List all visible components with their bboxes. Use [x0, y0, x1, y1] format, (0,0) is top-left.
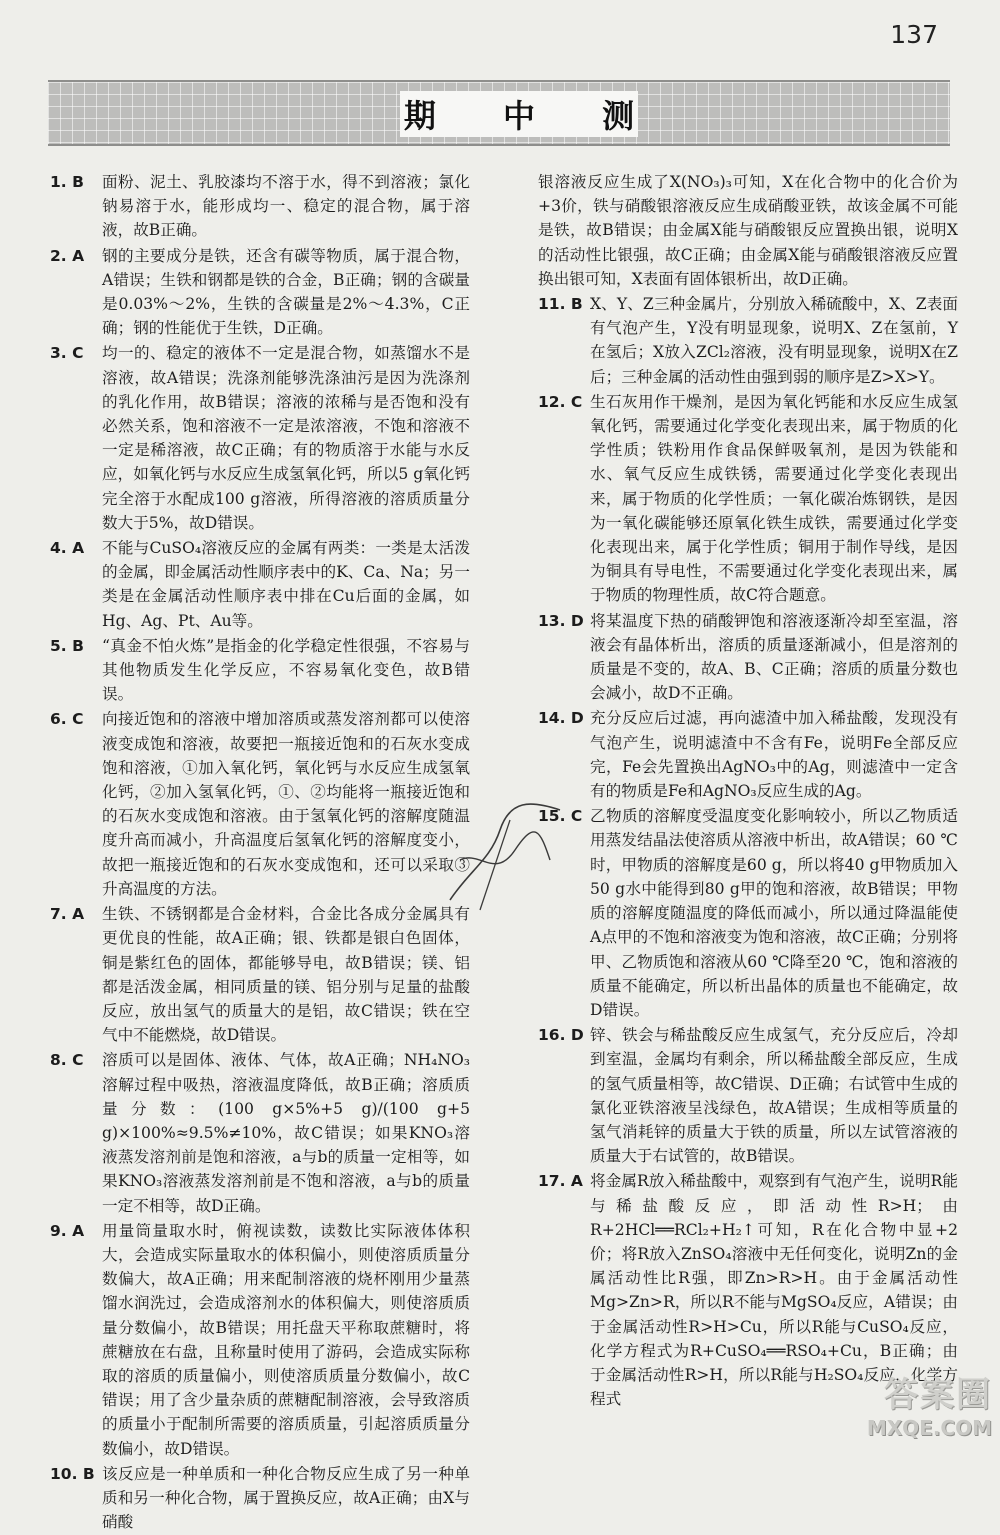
answer-item — [50, 902, 470, 1047]
answer-text: 将某温度下热的硝酸钾饱和溶液逐渐冷却至室温，溶液会有晶体析出，溶质的质量逐渐减小，但是溶剂的质量是不变的，故A、B、C正确；溶质的质量分数也会减小，故D不正确。 — [590, 611, 958, 703]
page-number: 137 — [890, 20, 938, 49]
question-number: 17. A — [538, 1172, 583, 1191]
answer-item — [538, 804, 958, 1022]
answer-text: 锌、铁会与稀盐酸反应生成氢气，充分反应后，冷却到室温，金属均有剩余，所以稀盐酸全部反应，生成的氢气质量相等，故C错误、D正确；右试管中生成的氯化亚铁溶液呈浅绿色，故A错误；生成相等质量的氢气消耗锌的质量大于铁的质量，所以左试管溶液的质量大于右试管的，故B错误。 — [590, 1026, 958, 1166]
answer-item — [538, 609, 958, 706]
question-number: 3. C — [50, 344, 84, 363]
handwriting-scribble-icon — [440, 790, 570, 920]
answer-item — [50, 1219, 470, 1461]
question-number: 1. B — [50, 173, 84, 191]
answer-text: 生铁、不锈钢都是合金材料，合金比各成分金属具有更优良的性能，故A正确；银、铁都是银白色固体，铜是紫红色的固体，都能够导电，故B错误；镁、铝都是活泼金属，相同质量的镁、铝分别与足量的盐酸反应，放出氢气的质量大的是铝，故C错误；铁在空气中不能燃烧，故D错误。 — [102, 905, 470, 1045]
answer-item — [50, 634, 470, 707]
answer-item — [538, 170, 958, 291]
watermark-url: MXQE.COM — [866, 1416, 992, 1440]
answer-item — [50, 244, 470, 341]
answer-text: 溶质可以是固体、液体、气体，故A正确；NH₄NO₃溶解过程中吸热，溶液温度降低，故B正确；溶质质量分数：(100 g×5%+5 g)/(100 g+5 g)×100%≈9.5%≠10%，故C错误；如果KNO₃溶液蒸发溶剂前是饱和溶液，a与b的质量一定相等，如果KNO₃溶液蒸发溶剂前是不饱和溶液，a与b的质量一定不相等，故D正确。 — [102, 1051, 470, 1215]
left-column — [50, 170, 470, 1535]
answer-text: 将金属R放入稀盐酸中，观察到有气泡产生，说明R能与稀盐酸反应，即活动性R>H；由R+2HCl══RCl₂+H₂↑可知，R在化合物中显+2价；将R放入ZnSO₄溶液中无任何变化，说明Zn的金属活动性比R强，即Zn>R>H。由于金属活动性Mg>Zn>R，所以R不能与MgSO₄反应，A错误；由于金属活动性R>H>Cu，所以R能与CuSO₄反应，化学方程式为R+CuSO₄══RSO₄+Cu，B正确；由于金属活动性R>H，所以R能与H₂SO₄反应，化学方程式 — [590, 1172, 958, 1409]
answer-text: 生石灰用作干燥剂，是因为氧化钙能和水反应生成氢氧化钙，需要通过化学变化表现出来，属于物质的化学性质；铁粉用作食品保鲜吸氧剂，是因为铁能和水、氧气反应生成铁锈，需要通过化学变化表现出来，属于物质的化学性质；一氧化碳冶炼钢铁，是因为一氧化碳能够还原氧化铁生成铁，需要通过化学变化表现出来，属于化学性质；铜用于制作导线，是因为铜具有导电性，不需要通过化学变化表现出来，属于物质的物理性质，故C符合题意。 — [590, 392, 958, 605]
answer-text: 银溶液反应生成了X(NO₃)₃可知，X在化合物中的化合价为+3价，铁与硝酸银溶液反应生成硝酸亚铁，故该金属不可能是铁，故B错误；由金属X能与硝酸银反应置换出银，说明X的活动性比银强，故C正确；由金属X能与硝酸银溶液反应置换出银可知，X表面有固体银析出，故D正确。 — [538, 173, 958, 288]
answer-text: 充分反应后过滤，再向滤渣中加入稀盐酸，发现没有气泡产生，说明滤渣中不含有Fe，说明Fe全部反应完，Fe会先置换出AgNO₃中的Ag，则滤渣中一定含有的物质是Fe和AgNO₃反应生成的Ag。 — [590, 709, 958, 801]
answer-item — [50, 536, 470, 633]
answer-item — [538, 1023, 958, 1168]
answer-item — [50, 707, 470, 901]
answer-text: 钢的主要成分是铁，还含有碳等物质，属于混合物，A错误；生铁和钢都是铁的合金，B正确；钢的含碳量是0.03%～2%，生铁的含碳量是2%～4.3%，C正确；钢的性能优于生铁，D正确。 — [102, 246, 470, 338]
answer-text: 均一的、稳定的液体不一定是混合物，如蒸馏水不是溶液，故A错误；洗涤剂能够洗涤油污是因为洗涤剂的乳化作用，故B错误；溶液的浓稀与是否饱和没有必然关系，饱和溶液不一定是浓溶液，不饱和溶液不一定是稀溶液，故C正确；有的物质溶于水能与水反应，如氧化钙与水反应生成氢氧化钙，所以5 g氧化钙完全溶于水配成100 g溶液，所得溶液的溶质质量分数大于5%，故D错误。 — [102, 344, 470, 532]
watermark-logo: 答案圈 — [884, 1375, 992, 1415]
question-number: 9. A — [50, 1221, 85, 1240]
answer-item — [50, 341, 470, 535]
question-number: 5. B — [50, 636, 84, 655]
answer-item — [538, 292, 958, 389]
answer-text: 用量筒量取水时，俯视读数，读数比实际液体体积大，会造成实际量取水的体积偏小，则使溶质质量分数偏大，故A正确；用来配制溶液的烧杯刚用少量蒸馏水润洗过，会造成溶剂水的体积偏大，则使溶质质量分数偏小，故B错误；用托盘天平称取蔗糖时，将蔗糖放在右盘，且称量时使用了游码，会造成实际称取的溶质的质量偏小，则使溶质质量分数偏小，故C错误；用了含少量杂质的蔗糖配制溶液，会导致溶质的质量小于配制所需要的溶质质量，引起溶质质量分数偏小，故D错误。 — [102, 1221, 470, 1458]
question-number: 14. D — [538, 709, 584, 728]
answer-text: X、Y、Z三种金属片，分别放入稀硫酸中，X、Z表面有气泡产生，Y没有明显现象，说明X、Z在氢前，Y在氢后；X放入ZCl₂溶液，没有明显现象，说明X在Z后；三种金属的活动性由强到弱的顺序是Z>X>Y。 — [590, 295, 958, 386]
answer-item — [50, 170, 470, 243]
answer-item — [50, 1462, 470, 1535]
question-number: 11. B — [538, 295, 583, 314]
watermark — [802, 1367, 992, 1440]
answer-item — [538, 390, 958, 608]
question-number: 13. D — [538, 611, 584, 630]
question-number: 12. C — [538, 392, 583, 411]
answer-text: 乙物质的溶解度受温度变化影响较小，所以乙物质适用蒸发结晶法使溶质从溶液中析出，故A错误；60 ℃时，甲物质的溶解度是60 g，所以将40 g甲物质加入50 g水中能得到80 g甲的饱和溶液，故B错误；甲物质的溶解度随温度的降低而减小，所以通过降温能使A点甲的不饱和溶液变为饱和溶液，故C正确；分别将甲、乙物质饱和溶液从60 ℃降至20 ℃，饱和溶液的质量不能确定，所以析出晶体的质量也不能确定，故D错误。 — [590, 807, 958, 1019]
question-number: 15. C — [538, 807, 583, 826]
answer-text: 面粉、泥土、乳胶漆均不溶于水，得不到溶液；氯化钠易溶于水，能形成均一、稳定的混合物，属于溶液，故B正确。 — [102, 173, 470, 240]
title-box — [400, 91, 663, 137]
right-column — [538, 170, 958, 1412]
answer-item — [538, 706, 958, 803]
page-title: 期 中 测 — [403, 97, 663, 135]
question-number: 16. D — [538, 1026, 584, 1045]
answer-text: “真金不怕火炼”是指金的化学稳定性很强，不容易与其他物质发生化学反应，不容易氧化变色，故B错误。 — [102, 636, 470, 704]
title-banner — [48, 80, 950, 146]
question-number: 4. A — [50, 539, 85, 558]
question-number: 6. C — [50, 710, 84, 729]
question-number: 7. A — [50, 905, 85, 924]
answer-item — [50, 1048, 470, 1217]
answer-text: 向接近饱和的溶液中增加溶质或蒸发溶剂都可以使溶液变成饱和溶液，故要把一瓶接近饱和的石灰水变成饱和溶液，①加入氧化钙，氧化钙与水反应生成氢氧化钙，②加入氢氧化钙，①、②均能将一瓶接近饱和的石灰水变成饱和溶液。由于氢氧化钙的溶解度随温度升高而减小，升高温度后氢氧化钙的溶解度变小，故把一瓶接近饱和的石灰水变成饱和，还可以采取③升高温度的方法。 — [102, 710, 470, 898]
question-number: 8. C — [50, 1051, 84, 1070]
answer-text: 不能与CuSO₄溶液反应的金属有两类：一类是太活泼的金属，即金属活动性顺序表中的K、Ca、Na；另一类是在金属活动性顺序表中排在Cu后面的金属，如Hg、Ag、Pt、Au等。 — [102, 539, 470, 630]
question-number: 2. A — [50, 246, 85, 265]
question-number: 10. B — [50, 1464, 95, 1483]
answer-text: 该反应是一种单质和一种化合物反应生成了另一种单质和另一种化合物，属于置换反应，故A正确；由X与硝酸 — [102, 1464, 470, 1532]
